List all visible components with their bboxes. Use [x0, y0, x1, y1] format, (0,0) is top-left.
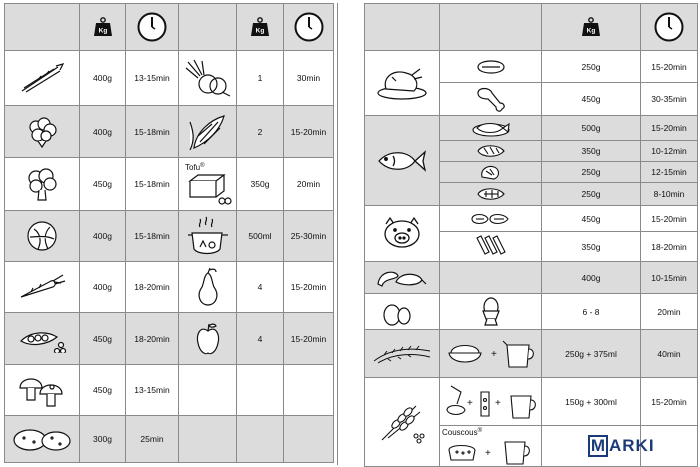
table-cell: 18-20min [641, 232, 698, 262]
corn-icon [179, 106, 237, 158]
table-cell: 25-30min [284, 211, 334, 262]
cauliflower-icon [5, 106, 80, 158]
table-cell: 25min [126, 416, 179, 463]
table-row [365, 51, 698, 83]
eggs-icon [365, 294, 440, 330]
mushroom-icon [5, 365, 80, 416]
table-cell: 350g [237, 158, 284, 211]
table-row [365, 378, 698, 426]
potato-icon [5, 416, 80, 463]
fish-steak-icon [440, 183, 542, 206]
table-cell: 300g [80, 416, 126, 463]
time-header [641, 4, 698, 51]
sausage-icon [365, 262, 440, 294]
table-row [365, 116, 698, 141]
svg-text:Kg: Kg [98, 27, 107, 35]
weight-icon [580, 16, 602, 38]
table-cell: 12-15min [641, 162, 698, 183]
header-blank [365, 4, 440, 51]
table-cell: 40min [641, 330, 698, 378]
clock-icon [136, 11, 168, 43]
table-row [5, 313, 334, 365]
table-row [365, 262, 698, 294]
clock-icon [293, 11, 325, 43]
logo-text: ARKI [609, 436, 655, 455]
table-cell: 400g [80, 211, 126, 262]
table-cell: 6 - 8 [542, 294, 641, 330]
table-cell: 500g [542, 116, 641, 141]
time-header [126, 4, 179, 51]
table-cell: 450g [80, 158, 126, 211]
table-cell: 13-15min [126, 365, 179, 416]
table-cell: 4 [237, 313, 284, 365]
rice-bowl-plus-jug-icon [440, 330, 542, 378]
whole-fish-icon [440, 116, 542, 141]
couscous-plus-jug-icon [440, 426, 542, 467]
wheat-icon [365, 378, 440, 467]
fish-fillet-icon [440, 141, 542, 162]
header-blank [5, 4, 80, 51]
weight-icon [249, 16, 271, 38]
table-cell: 1 [237, 51, 284, 106]
rice-plant-icon [365, 330, 440, 378]
svg-text:+: + [494, 397, 501, 409]
table-row [5, 416, 334, 463]
table-cell: 30-35min [641, 83, 698, 116]
weight-icon [92, 16, 114, 38]
broccoli-icon [5, 158, 80, 211]
table-cell: 15-20min [284, 106, 334, 158]
cabbage-icon [5, 211, 80, 262]
asparagus-icon [5, 51, 80, 106]
table-cell: 18-20min [126, 313, 179, 365]
egg-cup-icon [440, 294, 542, 330]
svg-text:Kg: Kg [255, 27, 265, 35]
table-cell: 15-20min [284, 262, 334, 313]
soup-pot-icon [179, 211, 237, 262]
empty-cell [179, 416, 237, 463]
empty-cell [284, 416, 334, 463]
table-row [5, 158, 334, 211]
table-row [365, 294, 698, 330]
table-cell: 250g + 375ml [542, 330, 641, 378]
svg-text:Kg: Kg [586, 27, 596, 35]
tofu-icon [179, 158, 237, 211]
meat-fish-grains-cooking-table [364, 3, 698, 467]
pear-icon [179, 262, 237, 313]
table-cell: 15-18min [126, 106, 179, 158]
time-header [284, 4, 334, 51]
table-cell: 15-18min [126, 158, 179, 211]
couscous-label: Couscous® [442, 428, 482, 437]
table-cell: 400g [542, 262, 641, 294]
table-cell: 150g + 300ml [542, 378, 641, 426]
clock-icon [653, 11, 685, 43]
table-row [365, 330, 698, 378]
table-row [5, 106, 334, 158]
svg-text:+: + [490, 348, 497, 360]
table-cell: 450g [542, 83, 641, 116]
svg-text:+: + [466, 397, 473, 409]
fish-icon [365, 116, 440, 206]
table-cell: 8-10min [641, 183, 698, 206]
table-cell: 400g [80, 51, 126, 106]
table-cell: 10-12min [641, 141, 698, 162]
table-divider [337, 3, 338, 465]
table-row [5, 365, 334, 416]
table-cell: 20min [641, 294, 698, 330]
grain-plus-jug-icon [440, 378, 542, 426]
weight-header [80, 4, 126, 51]
header-blank [440, 4, 542, 51]
table-cell: 400g [80, 262, 126, 313]
table-cell: 250g [542, 183, 641, 206]
table-cell: 250g [542, 51, 641, 83]
table-cell: 450g [80, 313, 126, 365]
table-cell: 15-20min [641, 116, 698, 141]
empty-cell [237, 416, 284, 463]
table-cell: 18-20min [126, 262, 179, 313]
table-cell: 13-15min [126, 51, 179, 106]
empty-cell [284, 365, 334, 416]
weight-header [237, 4, 284, 51]
table-row [5, 262, 334, 313]
table-cell: 400g [80, 106, 126, 158]
table-cell: 450g [542, 206, 641, 232]
table-cell: 350g [542, 141, 641, 162]
roast-chicken-icon [365, 51, 440, 116]
pork-chop-icon [440, 206, 542, 232]
table-cell: 15-20min [284, 313, 334, 365]
table-cell: 15-20min [641, 206, 698, 232]
chicken-breast-icon [440, 51, 542, 83]
table-row [5, 211, 334, 262]
table-cell: 2 [237, 106, 284, 158]
tofu-label: Tofu® [185, 163, 205, 172]
vegetables-cooking-table [4, 3, 334, 463]
empty-cell [440, 262, 542, 294]
table-cell: 10-15min [641, 262, 698, 294]
peas-icon [5, 313, 80, 365]
weight-header [542, 4, 641, 51]
carrot-icon [5, 262, 80, 313]
table-cell: 30min [284, 51, 334, 106]
beetroot-icon [179, 51, 237, 106]
table-cell: 20min [284, 158, 334, 211]
table-cell: 4 [237, 262, 284, 313]
table-cell: 15-20min [641, 51, 698, 83]
markit-logo [588, 433, 655, 459]
pig-icon [365, 206, 440, 262]
svg-text:+: + [484, 448, 491, 459]
apple-icon [179, 313, 237, 365]
table-cell: 250g [542, 162, 641, 183]
table-cell: 15-20min [641, 378, 698, 426]
table-cell: 450g [80, 365, 126, 416]
logo-letter-m: M [588, 435, 608, 457]
table-cell: 500ml [237, 211, 284, 262]
empty-cell [179, 365, 237, 416]
shellfish-icon [440, 162, 542, 183]
drumstick-icon [440, 83, 542, 116]
table-cell: 15-18min [126, 211, 179, 262]
table-cell: 350g [542, 232, 641, 262]
table-row [365, 206, 698, 232]
header-blank [179, 4, 237, 51]
table-row [5, 51, 334, 106]
empty-cell [237, 365, 284, 416]
pork-ribs-icon [440, 232, 542, 262]
